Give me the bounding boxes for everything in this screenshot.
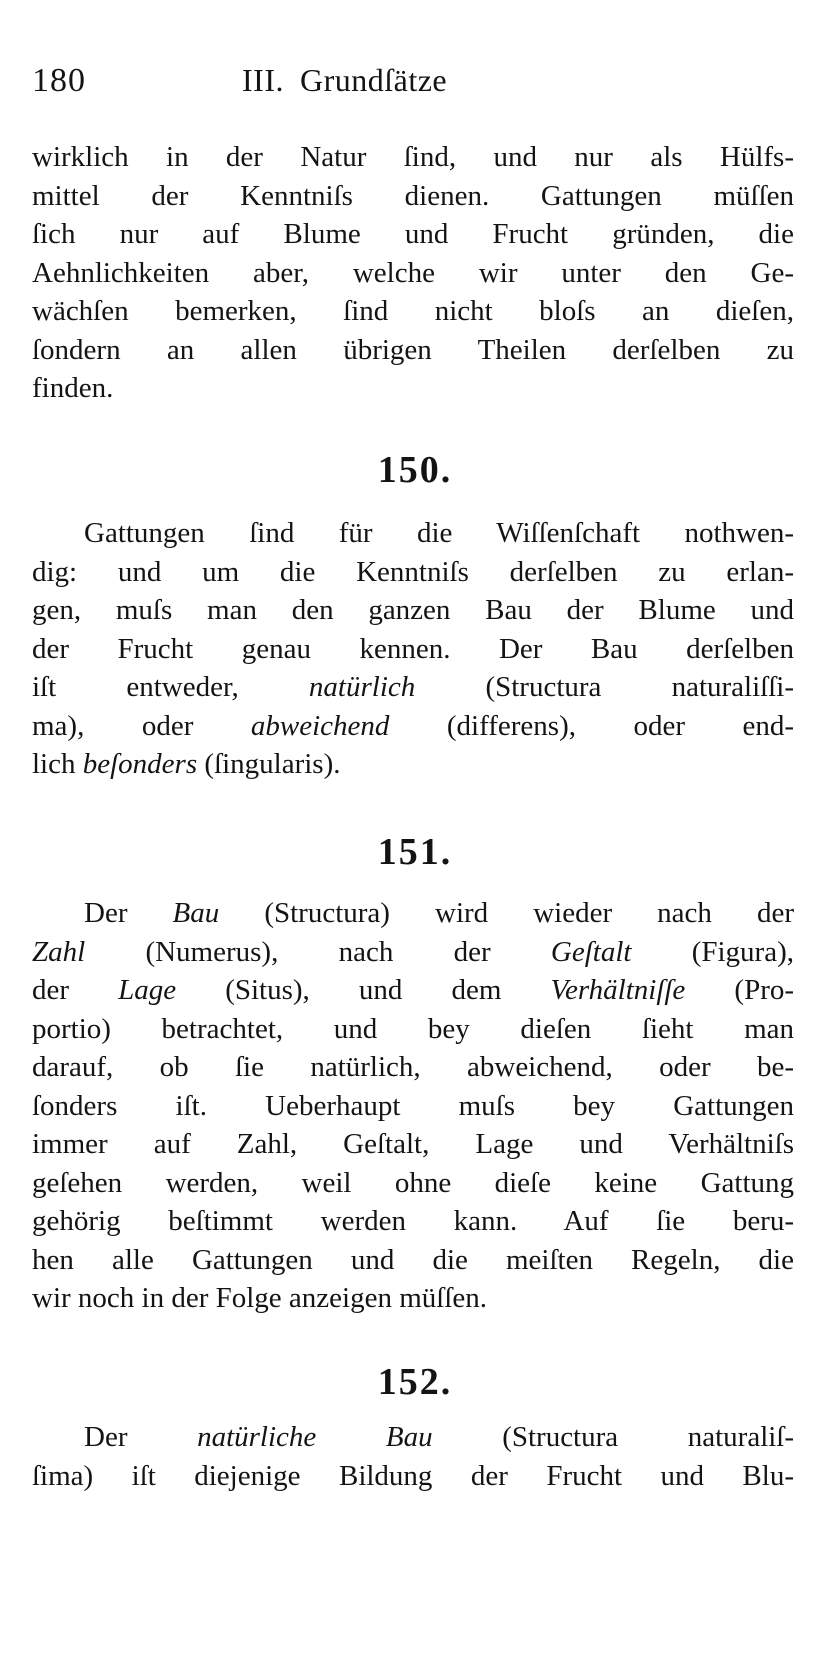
text-line: finden.: [32, 372, 114, 404]
chapter-number: III.: [242, 62, 284, 98]
emphasis-term: Verhältniſſe: [550, 974, 686, 1006]
emphasis-term: Bau: [172, 897, 220, 929]
paragraph-152: [32, 1418, 794, 1495]
text-line: ſondern an allen übrigen Theilen derſelben zu: [32, 333, 794, 366]
running-title: Grundſätze: [299, 62, 448, 98]
text-line: dig: und um die Kenntniſs derſelben zu erlan-: [32, 555, 794, 588]
paragraph-151: [32, 894, 794, 1318]
emphasis-term: Bau: [385, 1421, 433, 1453]
text-line: ma), oder abweichend (differens), oder end-: [32, 709, 795, 742]
text-line: der Frucht genau kennen. Der Bau derſelben: [32, 632, 794, 665]
text-line: wächſen bemerken, ſind nicht bloſs an dieſen,: [32, 295, 794, 327]
paragraph-150: [32, 514, 794, 784]
emphasis-term: beſonders: [82, 748, 198, 780]
text-line: gehörig beſtimmt werden kann. Auf ſie beru-: [32, 1205, 794, 1237]
emphasis-term: natürlich: [308, 671, 416, 703]
text-line: wirklich in der Natur ſind, und nur als Hülfs-: [32, 141, 794, 173]
emphasis-term: natürliche: [197, 1421, 317, 1453]
text-line: Aehnlichkeiten aber, welche wir unter den Ge-: [32, 256, 794, 289]
text-line: Gattungen ſind für die Wiſſenſchaft nothwen-: [84, 517, 794, 549]
text-line: ſima) iſt diejenige Bildung der Frucht und Blu-: [32, 1459, 794, 1492]
text-line: portio) betrachtet, und bey dieſen ſieht man: [32, 1012, 794, 1045]
text-line: mittel der Kenntniſs dienen. Gattungen müſſen: [32, 179, 794, 212]
section-number-150: 150.: [377, 449, 453, 491]
page-header: [32, 62, 792, 110]
text-line: lich beſonders (ſingularis).: [32, 748, 341, 780]
emphasis-term: Lage: [118, 974, 177, 1006]
text-line: Der Bau (Structura) wird wieder nach der: [84, 897, 795, 929]
text-line: darauf, ob ſie natürlich, abweichend, oder be-: [32, 1051, 794, 1083]
running-head: [242, 62, 447, 99]
emphasis-term: abweichend: [250, 709, 390, 742]
text-line: Der natürliche Bau (Structura naturaliſ-: [84, 1421, 795, 1453]
section-number-152: 152.: [377, 1361, 453, 1403]
section-number-151: 151.: [377, 831, 453, 873]
text-line: immer auf Zahl, Geſtalt, Lage und Verhältniſs: [32, 1128, 794, 1160]
intro-paragraph: [32, 138, 794, 408]
text-line: wir noch in der Folge anzeigen müſſen.: [32, 1282, 488, 1314]
text-line: ſonders iſt. Ueberhaupt muſs bey Gattungen: [32, 1089, 794, 1122]
emphasis-term: Zahl: [32, 935, 86, 968]
page-number: 180: [32, 62, 86, 99]
text-line: der Lage (Situs), und dem Verhältniſſe (Pro-: [32, 974, 795, 1006]
text-line: iſt entweder, natürlich (Structura naturaliſſi-: [32, 671, 794, 703]
text-line: gen, muſs man den ganzen Bau der Blume und: [32, 594, 794, 626]
emphasis-term: Geſtalt: [550, 935, 632, 968]
text-line: Zahl (Numerus), nach der Geſtalt (Figura),: [32, 935, 794, 968]
text-line: ſich nur auf Blume und Frucht gründen, die: [32, 218, 794, 250]
text-line: hen alle Gattungen und die meiſten Regeln, die: [32, 1243, 794, 1276]
text-line: geſehen werden, weil ohne dieſe keine Gattung: [32, 1166, 794, 1199]
